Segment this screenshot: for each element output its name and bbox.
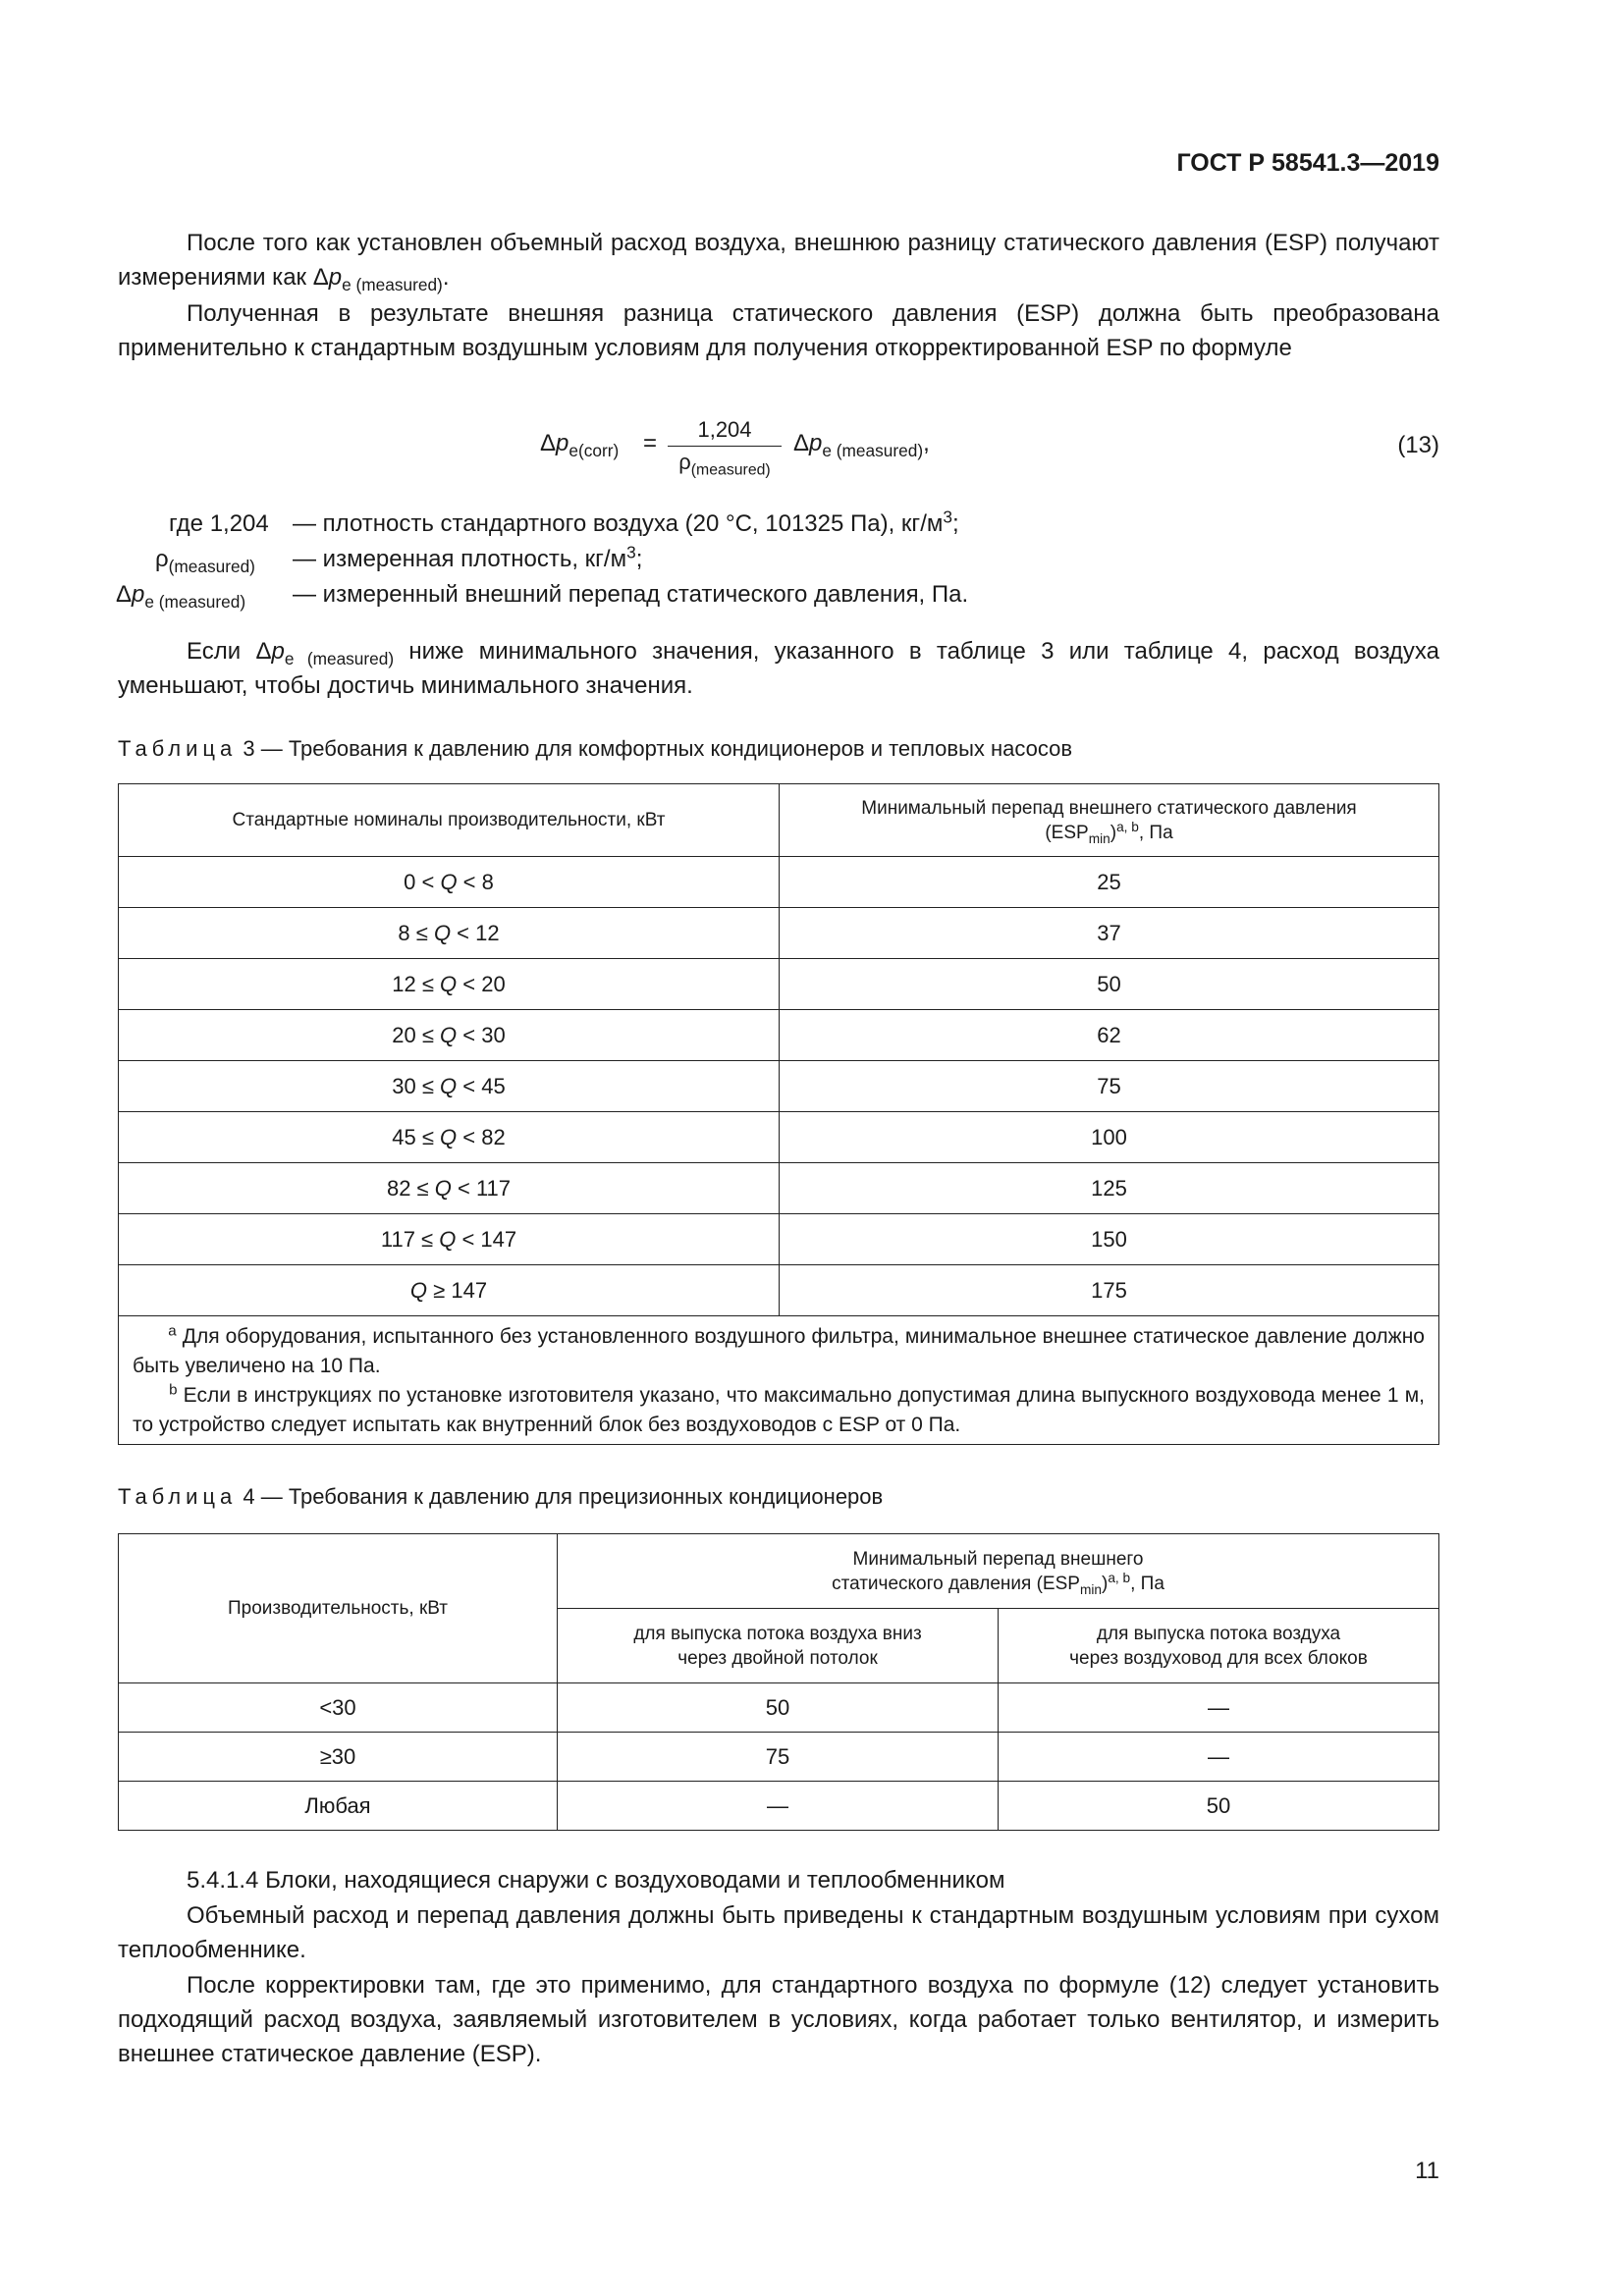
caption-text: 4 — Требования к давлению для прецизионных кондиционеров xyxy=(237,1484,884,1509)
definition-measured-pressure-drop xyxy=(0,581,1624,616)
subscript: e (measured) xyxy=(342,275,443,295)
definition-symbol: где 1,204 xyxy=(169,510,269,537)
paragraph-esp-conversion xyxy=(118,296,1439,365)
table-row xyxy=(119,1112,1439,1163)
punctuation: ; xyxy=(635,546,643,572)
section-heading-5-4-1-4 xyxy=(118,1863,1439,1897)
esp-value: 37 xyxy=(780,908,1439,959)
footnote-a xyxy=(133,1322,1425,1381)
header-text: (ESP xyxy=(1045,822,1089,843)
table4-header-esp-group xyxy=(558,1534,1439,1609)
table-row xyxy=(119,857,1439,908)
definition-standard-density xyxy=(0,507,1624,546)
superscript: 3 xyxy=(943,507,952,527)
table-row xyxy=(119,1782,1439,1831)
esp-value: 150 xyxy=(780,1214,1439,1265)
footnotes-cell xyxy=(119,1316,1439,1445)
table3-footnotes xyxy=(119,1316,1439,1445)
capacity-range: 12 ≤ Q < 20 xyxy=(119,959,780,1010)
capacity-range: 30 ≤ Q < 45 xyxy=(119,1061,780,1112)
rho-symbol: ρ xyxy=(678,450,691,474)
esp-ceiling-value: — xyxy=(558,1782,999,1831)
formula-equals: = xyxy=(643,430,658,456)
table3 xyxy=(118,783,1439,1445)
capacity-range: 45 ≤ Q < 82 xyxy=(119,1112,780,1163)
table-row xyxy=(119,1163,1439,1214)
table-row xyxy=(119,1265,1439,1316)
footnote-text: Если в инструкциях по установке изготовителя указано, что максимально допустимая длина выпускного воздуховода менее 1 м, то устройство следует испытать как внутренний блок без воздуховодов с ESP от 0 Па. xyxy=(133,1384,1425,1436)
esp-value: 125 xyxy=(780,1163,1439,1214)
header-line: для выпуска потока воздуха xyxy=(1096,1623,1341,1644)
paragraph-fan-only-measurement xyxy=(118,1968,1439,2071)
esp-ceiling-value: 50 xyxy=(558,1683,999,1733)
superscript: a, b xyxy=(1108,1570,1131,1585)
header-text: , Па xyxy=(1130,1573,1164,1594)
table-row xyxy=(119,1010,1439,1061)
footnote-b xyxy=(133,1381,1425,1440)
page-number: 11 xyxy=(1415,2158,1439,2184)
capacity-range: 117 ≤ Q < 147 xyxy=(119,1214,780,1265)
esp-value: 175 xyxy=(780,1265,1439,1316)
subscript: e (measured) xyxy=(284,649,395,669)
formula-fraction xyxy=(666,414,784,478)
punctuation: . xyxy=(442,264,450,291)
footnote-mark: b xyxy=(169,1381,178,1399)
table-row xyxy=(119,1733,1439,1782)
definition-text: — измеренный внешний перепад статического давления, Па. xyxy=(293,581,969,608)
delta-p-symbol: Δp xyxy=(312,264,343,291)
subscript: (measured) xyxy=(690,461,771,479)
definition-text xyxy=(293,542,643,573)
table-row xyxy=(119,1061,1439,1112)
esp-value: 25 xyxy=(780,857,1439,908)
esp-duct-value: — xyxy=(999,1683,1439,1733)
capacity-cell: <30 xyxy=(119,1683,558,1733)
definition-text xyxy=(293,507,959,538)
document-designation: ГОСТ Р 58541.3—2019 xyxy=(1176,149,1439,177)
equation-number: (13) xyxy=(1397,432,1439,458)
table3-caption xyxy=(118,736,1072,762)
definition-body: — измеренная плотность, кг/м xyxy=(293,546,627,572)
table4 xyxy=(118,1533,1439,1831)
header-line: через двойной потолок xyxy=(677,1647,878,1669)
capacity-range: 20 ≤ Q < 30 xyxy=(119,1010,780,1061)
fraction-denominator xyxy=(666,447,784,478)
header-text: , Па xyxy=(1138,822,1173,843)
caption-label: Таблица xyxy=(118,736,238,761)
paragraph-minimum-value xyxy=(118,634,1439,703)
esp-value: 50 xyxy=(780,959,1439,1010)
subscript: e(corr) xyxy=(568,441,620,461)
variable-definitions xyxy=(0,507,1624,628)
esp-ceiling-value: 75 xyxy=(558,1733,999,1782)
formula-lhs xyxy=(540,430,620,461)
table-row xyxy=(119,1214,1439,1265)
capacity-cell: ≥30 xyxy=(119,1733,558,1782)
footnote-mark: a xyxy=(168,1322,177,1340)
esp-duct-value: — xyxy=(999,1733,1439,1782)
header-line: для выпуска потока воздуха вниз xyxy=(633,1623,922,1644)
delta-p-symbol: Δp xyxy=(255,638,285,665)
table4-caption xyxy=(118,1484,883,1510)
paragraph-text: ниже минимального значения, указанного в таблице 3 или таблице 4, расход воздуха уменьшают, чтобы достичь минимального значения. xyxy=(118,638,1439,699)
paragraph-esp-measurement xyxy=(118,226,1439,294)
table-row xyxy=(119,959,1439,1010)
definition-body: — плотность стандартного воздуха (20 °C, 101325 Па), кг/м xyxy=(293,510,944,537)
paragraph-text: Полученная в результате внешняя разница статического давления (ESP) должна быть преобразована применительно к стандартным воздушным условиям для получения откорректированной ESP по формуле xyxy=(118,300,1439,361)
delta-p-symbol: Δp xyxy=(793,430,823,456)
punctuation: , xyxy=(923,430,930,456)
subscript: min xyxy=(1088,830,1110,846)
table4-header-capacity: Производительность, кВт xyxy=(119,1534,558,1683)
paragraph-text: После того как установлен объемный расход воздуха, внешнюю разницу статического давления (ESP) получают измерениями как xyxy=(118,230,1439,291)
esp-value: 100 xyxy=(780,1112,1439,1163)
definition-symbol xyxy=(155,546,255,577)
delta-p-symbol: Δp xyxy=(116,581,145,608)
header-line: статического давления $(ESP_{min})^{a, b}$, Па xyxy=(832,1570,1164,1597)
capacity-range: 0 < Q < 8 xyxy=(119,857,780,908)
footnote-text: Для оборудования, испытанного без установленного воздушного фильтра, минимальное внешнее статическое давление должно быть увеличено на 10 Па. xyxy=(133,1325,1425,1377)
definition-symbol xyxy=(116,581,246,613)
table-row xyxy=(119,908,1439,959)
formula-rhs xyxy=(793,430,930,461)
header-line: через воздуховод для всех блоков xyxy=(1069,1647,1368,1669)
definition-measured-density xyxy=(0,542,1624,581)
subscript: min xyxy=(1079,1581,1102,1597)
caption-label: Таблица xyxy=(118,1484,238,1509)
caption-text: 3 — Требования к давлению для комфортных кондиционеров и тепловых насосов xyxy=(237,736,1073,761)
paragraph-standard-conditions xyxy=(118,1898,1439,1967)
capacity-range: Q ≥ 147 xyxy=(119,1265,780,1316)
paragraph-text: Объемный расход и перепад давления должны быть приведены к стандартным воздушным условиям при сухом теплообменнике. xyxy=(118,1902,1439,1963)
subscript: e (measured) xyxy=(822,441,924,461)
rho-symbol: ρ xyxy=(155,546,169,572)
table4-header-duct xyxy=(999,1609,1439,1683)
formula-13 xyxy=(540,414,1031,483)
esp-value: 75 xyxy=(780,1061,1439,1112)
subscript: (measured) xyxy=(168,557,255,577)
header-line: Минимальный перепад внешнего статического давления xyxy=(861,797,1357,819)
table4-header-ceiling xyxy=(558,1609,999,1683)
capacity-range: 82 ≤ Q < 117 xyxy=(119,1163,780,1214)
header-line: $(ESP_{min})^{a, b}$, Па xyxy=(1045,819,1173,846)
capacity-cell: Любая xyxy=(119,1782,558,1831)
punctuation: ; xyxy=(951,510,959,537)
superscript: 3 xyxy=(626,542,636,562)
fraction-numerator: 1,204 xyxy=(697,417,752,442)
esp-duct-value: 50 xyxy=(999,1782,1439,1831)
header-text: статического давления (ESP xyxy=(832,1573,1080,1594)
paragraph-text: После корректировки там, где это применимо, для стандартного воздуха по формуле (12) следует установить подходящий расход воздуха, заявляемый изготовителем в условиях, когда работает только вентилятор, и измерить внешнее статическое давление (ESP). xyxy=(118,1972,1439,2067)
delta-p-symbol: Δp xyxy=(540,430,569,456)
header-line: Минимальный перепад внешнего xyxy=(852,1548,1144,1570)
table3-header-capacity: Стандартные номиналы производительности, кВт xyxy=(119,784,780,857)
superscript: a, b xyxy=(1116,819,1139,834)
table3-header-esp xyxy=(780,784,1439,857)
subscript: e (measured) xyxy=(144,592,246,613)
esp-value: 62 xyxy=(780,1010,1439,1061)
paragraph-text: Если xyxy=(187,638,256,665)
section-heading-text: 5.4.1.4 Блоки, находящиеся снаружи с воздуховодами и теплообменником xyxy=(187,1867,1005,1894)
capacity-range: 8 ≤ Q < 12 xyxy=(119,908,780,959)
table-row xyxy=(119,1683,1439,1733)
